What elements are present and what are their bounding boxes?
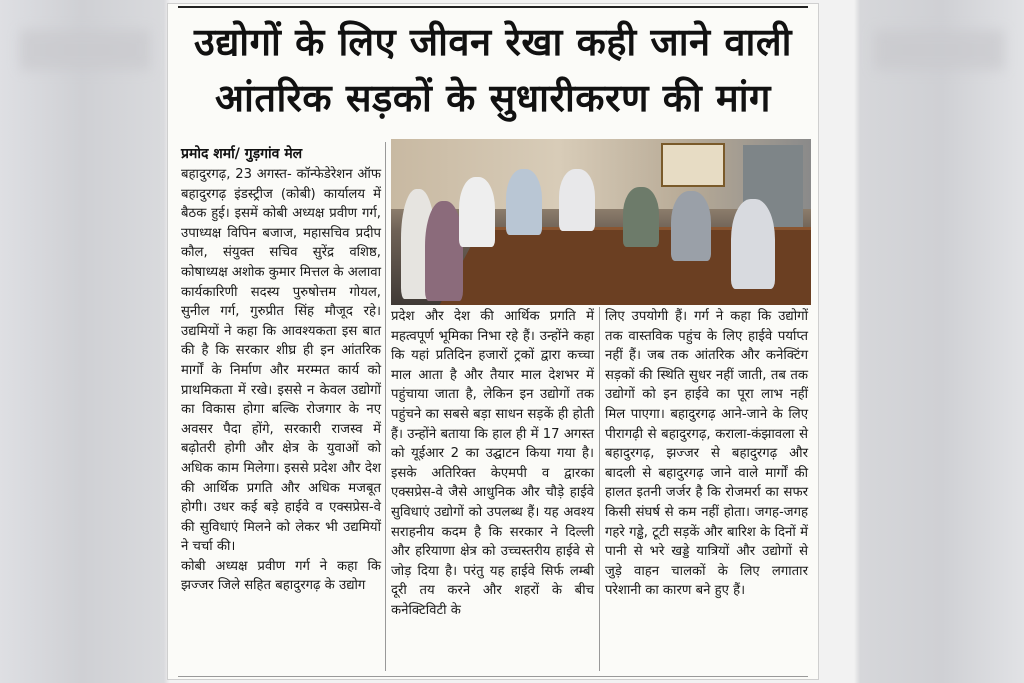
paragraph: प्रदेश और देश की आर्थिक प्रगति में महत्वपूर्ण भूमिका निभा रहे हैं। उन्होंने कहा कि यहां प्रतिदिन हजारों ट्रकों द्वारा कच्चा माल आता है और तैयार माल देशभर में पहुंचाया जाता है, लेकिन इन उद्योगों तक पहुंचने का सबसे बड़ा साधन सड़कें ही होती हैं। उन्होंने बताया कि हाल ही में 17 अगस्त को यूईआर 2 का उद्घाटन किया गया है। इसके अतिरिक्त केएमपी व द्वारका एक्सप्रेस-वे जैसे आधुनिक और चौड़े हाईवे सुविधाएं उद्योगों को उपलब्ध हैं। यह अवश्य सराहनीय कदम है कि सरकार ने दिल्ली और हरियाणा क्षेत्र को उच्चस्तरीय हाईवे से जोड़ दिया है। परंतु यह हाईवे सिर्फ लम्बी दूरी तय करने और शहरों के बीच कनेक्टिविटी के (391, 309, 594, 618)
top-rule (178, 6, 808, 8)
article-column-1 (181, 165, 381, 596)
photo-person (425, 201, 463, 301)
photo-person (506, 169, 542, 235)
photo-person (559, 169, 595, 231)
headline-line-1: उद्योगों के लिए जीवन रेखा कही जाने वाली (194, 20, 792, 64)
byline: प्रमोद शर्मा/ गुड़गांव मेल (181, 146, 303, 162)
headline-line-2: आंतरिक सड़कों के सुधारीकरण की मांग (215, 76, 771, 120)
backdrop-blur-right (874, 30, 1004, 70)
column-divider (599, 307, 600, 671)
column-divider (385, 142, 386, 671)
meeting-photo (391, 139, 811, 305)
bottom-rule (178, 676, 808, 677)
newspaper-clipping (168, 4, 818, 679)
photo-person (459, 177, 495, 247)
backdrop-blur-left (20, 30, 150, 70)
paragraph: बहादुरगढ़, 23 अगस्त- कॉन्फेडेरेशन ऑफ बहादुरगढ़ इंडस्ट्रीज (कोबी) कार्यालय में बैठक हुई। इसमें कोबी अध्यक्ष प्रवीण गर्ग, उपाध्यक्ष विपिन बजाज, महासचिव प्रदीप कौल, संयुक्त सचिव सुरेंद्र वशिष्ठ, कोषाध्यक्ष अशोक कुमार मित्तल के अलावा कार्यकारिणी सदस्य पुरुषोत्तम गोयल, सुनील गर्ग, गुरुप्रीत सिंह मौजूद रहे। उद्यमियों ने कहा कि आवश्यकता इस बात की है कि सरकार शीघ्र ही इन आंतरिक मार्गों के निर्माण और मरम्मत कार्य को प्राथमिकता में रखे। इससे न केवल उद्योगों का विकास होगा बल्कि रोजगार के नए अवसर पैदा होंगे, सरकारी राजस्व में बढ़ोतरी होगी और क्षेत्र के युवाओं को अधिक काम मिलेगा। इससे प्रदेश और देश की आर्थिक प्रगति और अधिक मजबूत होगी। उधर कई बड़े हाईवे व एक्सप्रेस-वे की सुविधाएं मिलने को लेकर भी उद्यमियों ने चर्चा की। (181, 167, 381, 555)
photo-person (731, 199, 775, 289)
photo-person (623, 187, 659, 247)
article-column-3 (605, 307, 808, 601)
photo-board (661, 143, 725, 187)
paragraph: कोबी अध्यक्ष प्रवीण गर्ग ने कहा कि झज्जर जिले सहित बहादुरगढ़ के उद्योग (181, 558, 381, 594)
photo-person (671, 191, 711, 261)
paragraph: लिए उपयोगी हैं। गर्ग ने कहा कि उद्योगों तक वास्तविक पहुंच के लिए हाईवे पर्याप्त नहीं हैं। जब तक आंतरिक और कनेक्टिंग सड़कों की स्थिति सुधर नहीं जाती, तब तक उद्योगों को इन हाईवे का पूरा लाभ नहीं मिल पाएगा। बहादुरगढ़ आने-जाने के लिए पीरागढ़ी से बहादुरगढ़, कराला-कंझावला से बहादुरगढ़, झज्जर से बहादुरगढ़ और बादली से बहादुरगढ़ जाने वाले मार्गों की हालत इतनी जर्जर है कि रोजमर्रा का सफर किसी संघर्ष से कम नहीं होता। जगह-जगह गहरे गड्ढे, टूटी सड़कें और बारिश के दिनों में पानी से भरे खड्डे यात्रियों और उद्योगों से जुड़े वाहन चालकों के लिए लगातार परेशानी का कारण बने हुए हैं। (605, 309, 808, 599)
article-column-2 (391, 307, 594, 621)
